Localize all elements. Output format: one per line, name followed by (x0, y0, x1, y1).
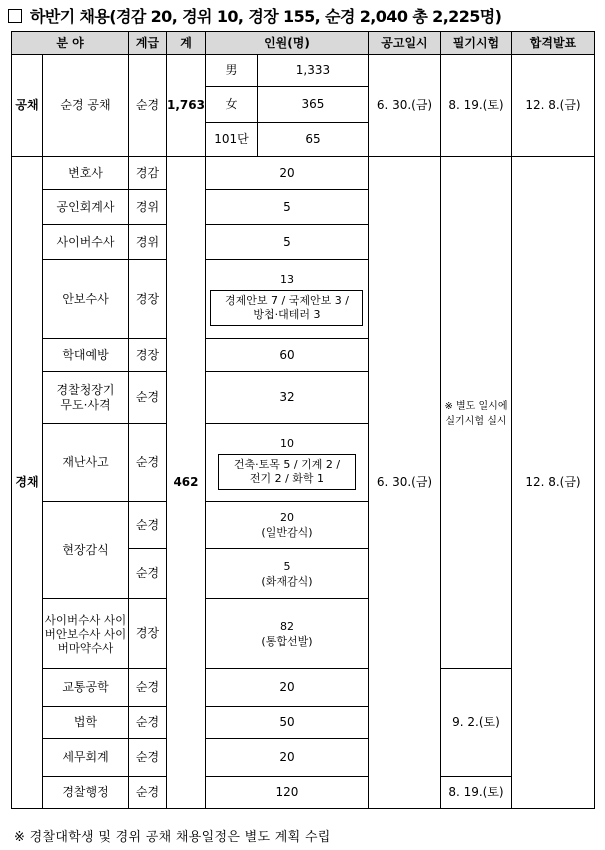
header-result: 합격발표 (511, 32, 594, 55)
count-cell: 60 (205, 339, 368, 372)
count-cell: 32 (205, 372, 368, 424)
table-row (12, 157, 595, 190)
field-cell: 안보수사 (43, 260, 129, 339)
count-cell: 20 (205, 157, 368, 190)
field-cell: 학대예방 (43, 339, 129, 372)
rank-cell: 순경 (129, 739, 167, 777)
rank-cell: 순경 (129, 372, 167, 424)
exam-cell: 8. 19.(토) (440, 777, 511, 809)
field-cell: 공인회계사 (43, 190, 129, 225)
header-announce: 공고일시 (368, 32, 440, 55)
detail-box: 경제안보 7 / 국제안보 3 / 방첩·대테러 3 (210, 290, 363, 326)
field-cell: 사이버수사 (43, 225, 129, 260)
sub-label: 101단 (205, 123, 257, 157)
header-field: 분 야 (12, 32, 129, 55)
page-title (8, 4, 501, 27)
field-cell: 경찰청장기 무도·사격 (43, 372, 129, 424)
count-detail: (일반감식) (261, 526, 313, 539)
count-value: 5 (283, 559, 291, 573)
sub-value: 1,333 (257, 55, 368, 87)
sub-value: 65 (257, 123, 368, 157)
group-gongchae: 공채 (12, 55, 43, 157)
count-detail: (통합선발) (261, 634, 313, 648)
recruitment-table (11, 31, 595, 809)
count-cell (205, 599, 368, 669)
field-cell: 세무회계 (43, 739, 129, 777)
header-exam: 필기시험 (440, 32, 511, 55)
sub-label: 女 (205, 87, 257, 123)
exam-note: ※ 별도 일시에 실기시험 실시 (444, 400, 508, 427)
field-cell: 순경 공채 (43, 55, 129, 157)
exam-cell: 8. 19.(토) (440, 55, 511, 157)
count-value: 20 (279, 511, 294, 524)
announce-cell: 6. 30.(금) (368, 55, 440, 157)
count-cell (205, 549, 368, 599)
rank-cell: 경장 (129, 339, 167, 372)
count-detail: (화재감식) (261, 574, 313, 588)
result-cell: 12. 8.(금) (511, 157, 594, 809)
rank-cell: 경감 (129, 157, 167, 190)
count-cell: 20 (205, 739, 368, 777)
group-gyeongchae: 경채 (12, 157, 43, 809)
announce-cell: 6. 30.(금) (368, 157, 440, 809)
total-cell: 1,763 (167, 55, 206, 157)
header-rank: 계급 (129, 32, 167, 55)
header-row (12, 32, 595, 55)
field-cell: 사이버수사 사이버안보수사 사이버마약수사 (43, 599, 129, 669)
field-cell: 교통공학 (43, 669, 129, 707)
count-cell (205, 260, 368, 339)
rank-cell: 순경 (129, 777, 167, 809)
sub-label: 男 (205, 55, 257, 87)
field-cell: 재난사고 (43, 424, 129, 502)
table-row (12, 669, 595, 707)
count-value: 13 (279, 273, 294, 286)
field-cell: 변호사 (43, 157, 129, 190)
exam-note-cell (440, 157, 511, 669)
header-total: 계 (167, 32, 206, 55)
table-row (12, 777, 595, 809)
count-cell: 20 (205, 669, 368, 707)
detail-box: 건축·토목 5 / 기계 2 / 전기 2 / 화학 1 (218, 454, 356, 490)
count-cell: 5 (205, 190, 368, 225)
result-cell: 12. 8.(금) (511, 55, 594, 157)
field-cell: 경찰행정 (43, 777, 129, 809)
header-count: 인원(명) (205, 32, 368, 55)
count-cell: 120 (205, 777, 368, 809)
table-row (12, 55, 595, 87)
rank-cell: 순경 (129, 707, 167, 739)
count-value: 10 (279, 436, 294, 450)
exam-cell: 9. 2.(토) (440, 669, 511, 777)
rank-cell: 순경 (129, 549, 167, 599)
title-text: 하반기 채용(경감 20, 경위 10, 경장 155, 순경 2,040 총 2,225명) (30, 7, 502, 26)
sub-value: 365 (257, 87, 368, 123)
count-value: 82 (279, 619, 294, 633)
count-cell: 5 (205, 225, 368, 260)
checkbox-square-icon (8, 9, 22, 23)
rank-cell: 순경 (129, 502, 167, 549)
rank-cell: 경장 (129, 260, 167, 339)
field-cell: 법학 (43, 707, 129, 739)
rank-cell: 경장 (129, 599, 167, 669)
footnote: ※ 경찰대학생 및 경위 공채 채용일정은 별도 계획 수립 (14, 830, 331, 845)
field-cell: 현장감식 (43, 502, 129, 599)
total-cell: 462 (167, 157, 206, 809)
rank-cell: 순경 (129, 424, 167, 502)
rank-cell: 순경 (129, 669, 167, 707)
count-cell (205, 502, 368, 549)
rank-cell: 순경 (129, 55, 167, 157)
rank-cell: 경위 (129, 190, 167, 225)
rank-cell: 경위 (129, 225, 167, 260)
count-cell (205, 424, 368, 502)
count-cell: 50 (205, 707, 368, 739)
